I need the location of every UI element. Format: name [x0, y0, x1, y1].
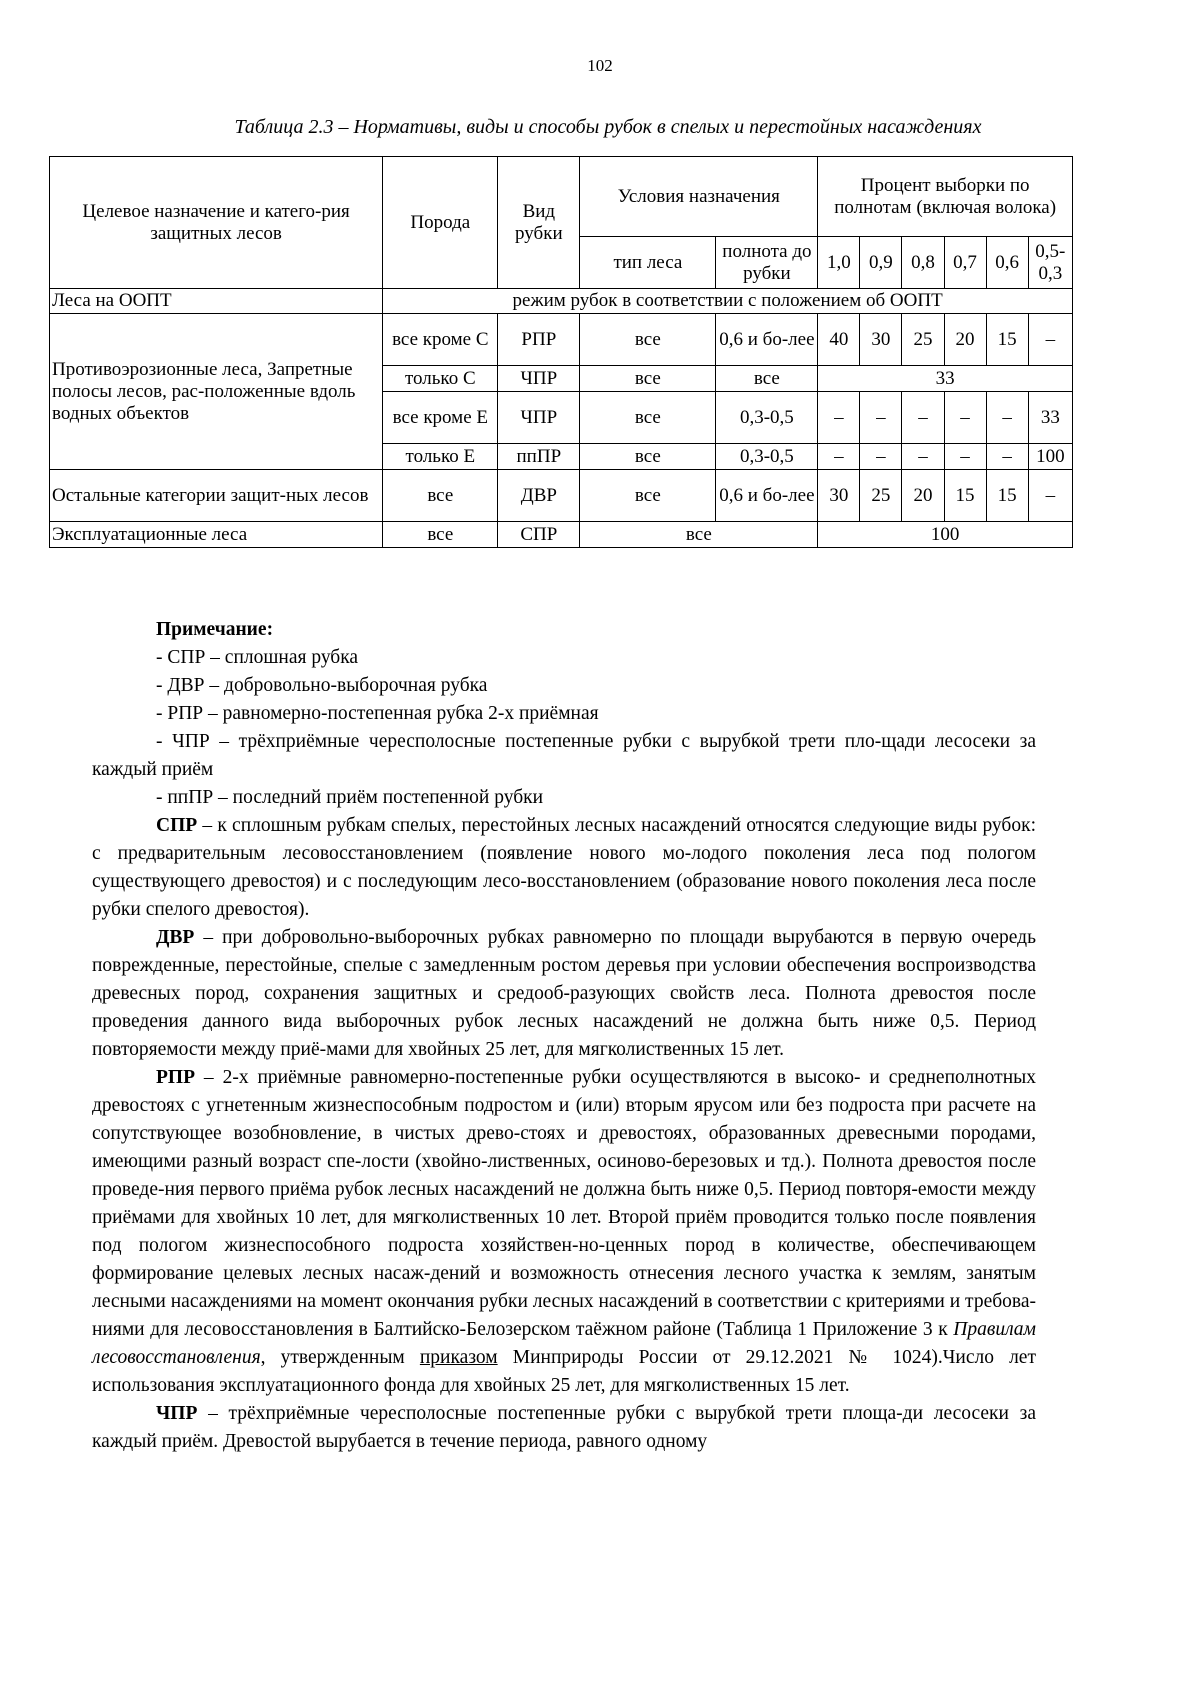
cell-purpose: Противоэрозионные леса, Запретные полосы лесов, рас-положенные вдоль водных объектов [50, 314, 383, 470]
cell-purpose: Остальные категории защит-ных лесов [50, 470, 383, 522]
cell-value: 20 [902, 470, 944, 522]
paragraph-text: – при добровольно-выборочных рубках равномерно по площади вырубаются в первую очередь поврежденные, перестойные, спелые с замедленным ростом деревья при условии обеспечения воспроизводства древесных пород, сохранения защитных и средооб-разующих свойств леса. Полнота древостоя после проведения данного вида выборочных рубок лесных насаждений не должна быть ниже 0,5. Период повторяемости между приё-мами для хвойных 25 лет, для мягколиственных 15 лет. [92, 927, 1036, 1060]
cell-density: все [716, 366, 818, 392]
paragraph-rpr [92, 1064, 1036, 1400]
table-row-oopt [50, 289, 1073, 314]
header-forest-type: тип леса [580, 237, 716, 289]
cell-forest-type: все [580, 366, 716, 392]
term-spr: СПР [156, 815, 198, 836]
cell-value: 25 [860, 470, 902, 522]
paragraph-text: – 2-х приёмные равномерно-постепенные рубки осуществляются в высоко- и среднеполнотных древостоях с угнетенным жизнеспособным подростом и (или) вторым ярусом или без подроста при расчете на сопутствующее возобновление, в чистых древо-стоях и древостоях, образованных древесными породами, имеющими разный возраст спе-лости (хвойно-лиственных, осиново-березовых и тд.). Полнота древостоя после проведе-ния первого приёма рубок лесных насаждений не должна быть ниже 0,5. Период повторя-емости между приёмами для хвойных 10 лет, для мягколиственных 10 лет. Второй приём проводится только после появления под пологом жизнеспособного подроста хозяйствен-но-ценных пород в количестве, обеспечивающем формирование целевых лесных насаж-дений и возможность отнесения лесного участка к землям, занятым лесными насаждениями на момент окончания рубки лесных насаждений в соответствии с критериями и требова-ниями для лесовосстановления в Балтийско-Белозерском таёжном районе (Таблица 1 Приложение 3 к [92, 1067, 1036, 1340]
cell-value: – [902, 444, 944, 470]
cell-density: 0,6 и бо-лее [716, 470, 818, 522]
term-chpr: ЧПР [156, 1403, 198, 1424]
cell-species: все кроме С [383, 314, 498, 366]
table-row [50, 314, 1073, 366]
cell-value: 30 [860, 314, 902, 366]
header-density-0-8: 0,8 [902, 237, 944, 289]
cell-cut: ЧПР [498, 366, 580, 392]
cell-value-span: 100 [818, 522, 1073, 548]
paragraph-text: – к сплошным рубкам спелых, перестойных лесных насаждений относятся следующие виды рубок: с предварительным лесовосстановлением (появление нового мо-лодого поколения леса под пологом существующего древостоя) и с последующим лесо-восстановлением (образование нового поколения леса после рубки спелого древостоя). [92, 815, 1036, 920]
note-item: - РПР – равномерно-постепенная рубка 2-х приёмная [156, 703, 599, 724]
cell-value: – [986, 392, 1028, 444]
page-number: 102 [587, 56, 613, 75]
header-density-0-7: 0,7 [944, 237, 986, 289]
cell-species: все [383, 470, 498, 522]
header-density-0-5-0-3: 0,5-0,3 [1028, 237, 1072, 289]
cell-cut: СПР [498, 522, 580, 548]
order-link[interactable]: приказом [419, 1347, 498, 1368]
cell-value: 30 [818, 470, 860, 522]
cell-cut: РПР [498, 314, 580, 366]
cell-forest-type: все [580, 314, 716, 366]
cell-value: 15 [986, 314, 1028, 366]
header-cut-type: Вид рубки [498, 157, 580, 289]
cell-purpose: Леса на ООПТ [50, 289, 383, 314]
table-row [50, 522, 1073, 548]
cell-forest-type: все [580, 470, 716, 522]
cell-value: – [1028, 314, 1072, 366]
cell-value: – [860, 392, 902, 444]
cell-value: – [902, 392, 944, 444]
paragraph-dvr [92, 924, 1036, 1064]
header-purpose: Целевое назначение и катего-рия защитных лесов [50, 157, 383, 289]
cell-value: 40 [818, 314, 860, 366]
cell-density: 0,6 и бо-лее [716, 314, 818, 366]
cell-value: 33 [1028, 392, 1072, 444]
cell-forest-type: все [580, 392, 716, 444]
cell-span-regime: режим рубок в соответствии с положением об ООПТ [383, 289, 1073, 314]
paragraph-text: – трёхприёмные чересполосные постепенные рубки с вырубкой трети площа-ди лесосеки за каждый приём. Древостой вырубается в течение периода, равного одному [92, 1403, 1036, 1452]
header-density-0-6: 0,6 [986, 237, 1028, 289]
table-caption: Таблица 2.3 – Нормативы, виды и способы рубок в спелых и перестойных насаждениях [234, 116, 982, 138]
note-item: - ДВР – добровольно-выборочная рубка [156, 675, 488, 696]
term-dvr: ДВР [156, 927, 195, 948]
table-row [50, 470, 1073, 522]
cell-value: 20 [944, 314, 986, 366]
cell-value: 15 [986, 470, 1028, 522]
cell-value: – [860, 444, 902, 470]
note-item: - ЧПР – трёхприёмные чересполосные постепенные рубки с вырубкой трети пло-щади лесосеки за каждый приём [92, 731, 1036, 780]
cell-value-span: 33 [818, 366, 1073, 392]
cell-value: – [986, 444, 1028, 470]
cell-species: все [383, 522, 498, 548]
cell-density: 0,3-0,5 [716, 392, 818, 444]
header-density-before: полнота до рубки [716, 237, 818, 289]
cell-value: 25 [902, 314, 944, 366]
cell-value: – [944, 444, 986, 470]
note-title: Примечание: [156, 619, 274, 640]
cell-forest-type: все [580, 444, 716, 470]
header-density-0-9: 0,9 [860, 237, 902, 289]
note-item: - ппПР – последний приём постепенной рубки [156, 787, 544, 808]
note-item: - СПР – сплошная рубка [156, 647, 359, 668]
cell-density: 0,3-0,5 [716, 444, 818, 470]
paragraph-text: Минприроды России от 29.12.2021 № 1024).Число лет использования эксплуатационного фонда для хвойных 25 лет, для мягколиственных 15 лет. [92, 1347, 1036, 1396]
cell-value: 100 [1028, 444, 1072, 470]
paragraph-text: , утвержденным [260, 1347, 420, 1368]
cell-cut: ппПР [498, 444, 580, 470]
cell-species: только Е [383, 444, 498, 470]
cutting-norms-table [49, 156, 1073, 548]
cell-cut: ЧПР [498, 392, 580, 444]
cell-species: все кроме Е [383, 392, 498, 444]
header-species: Порода [383, 157, 498, 289]
cell-value: – [818, 392, 860, 444]
cell-value: – [944, 392, 986, 444]
paragraph-spr [92, 812, 1036, 924]
header-density-1-0: 1,0 [818, 237, 860, 289]
header-conditions: Условия назначения [580, 157, 818, 237]
table-header-row-1 [50, 157, 1073, 237]
cell-purpose: Эксплуатационные леса [50, 522, 383, 548]
cell-species: только С [383, 366, 498, 392]
cell-value: – [1028, 470, 1072, 522]
body-text [92, 616, 1036, 1456]
cell-conditions-span: все [580, 522, 818, 548]
rules-title: Правилам лесовосстановления [92, 1319, 1036, 1368]
cell-value: 15 [944, 470, 986, 522]
term-rpr: РПР [156, 1067, 195, 1088]
header-percent: Процент выборки по полнотам (включая волока) [818, 157, 1073, 237]
paragraph-chpr [92, 1400, 1036, 1456]
cell-cut: ДВР [498, 470, 580, 522]
cell-value: – [818, 444, 860, 470]
